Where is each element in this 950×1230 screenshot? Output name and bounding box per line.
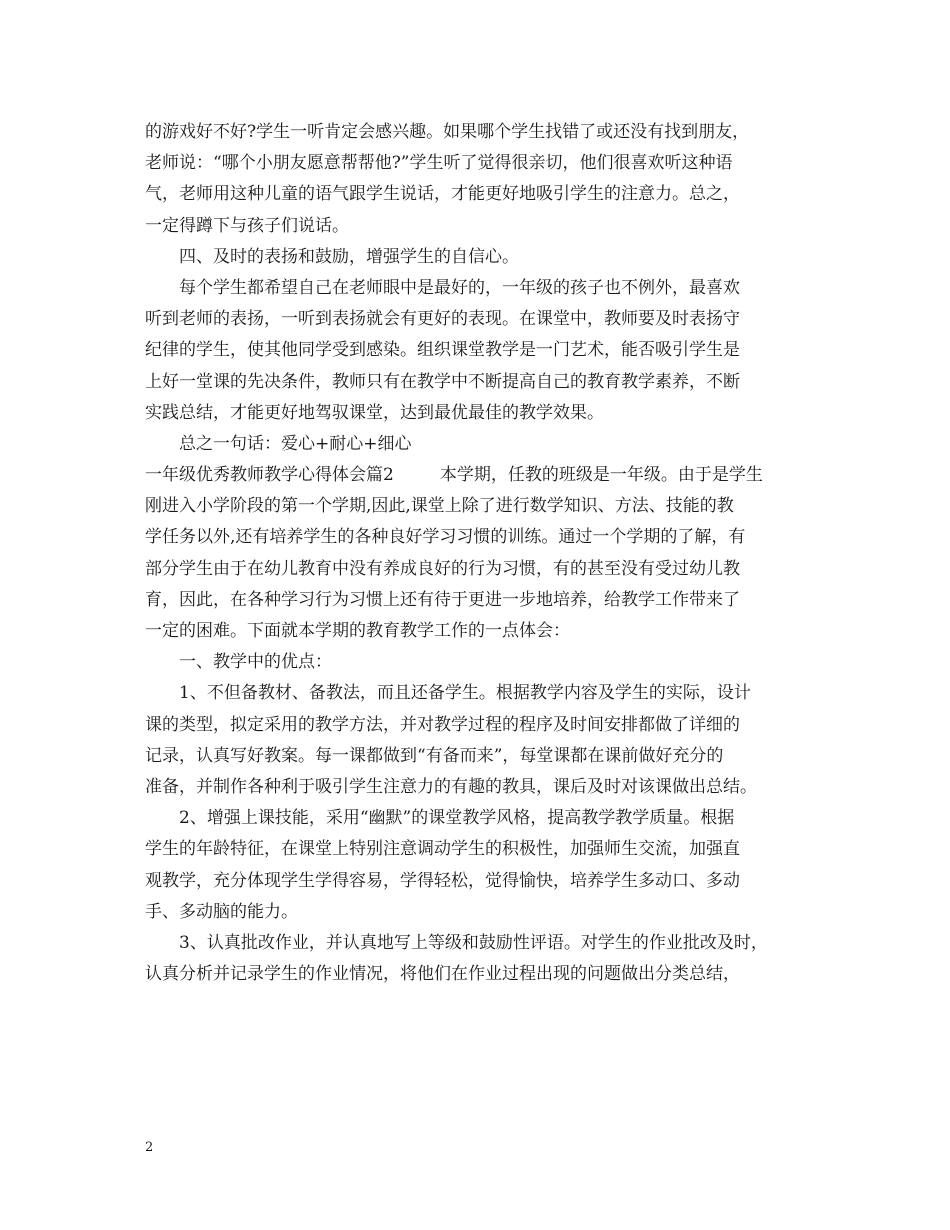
text-line-15: 部分学生由于在幼儿教育中没有养成良好的行为习惯，有的甚至没有受过幼儿教 (145, 558, 740, 579)
article-title: 一年级优秀教师教学心得体会篇2 (145, 465, 394, 486)
text-line-26: 手、多动脑的能力。 (145, 901, 298, 922)
text-line-14: 学任务以外,还有培养学生的各种良好学习习惯的训练。通过一个学期的了解，有 (145, 527, 746, 548)
text-line-23: 2、增强上课技能，采用“幽默”的课堂教学风格，提高教学教学质量。根据 (179, 808, 735, 829)
text-line-7: 听到老师的表扬，一听到表扬就会有更好的表现。在课堂中，教师要及时表扬守 (145, 309, 740, 330)
text-line-4: 一定得蹲下与孩子们说话。 (145, 215, 349, 236)
text-line-27: 3、认真批改作业，并认真地写上等级和鼓励性评语。对学生的作业批改及时， (179, 932, 768, 953)
text-line-24: 学生的年龄特征，在课堂上特别注意调动学生的积极性，加强师生交流，加强直 (145, 839, 740, 860)
article-intro: 本学期，任教的班级是一年级。由于是学生 (439, 465, 763, 486)
section-heading-4: 四、及时的表扬和鼓励，增强学生的自信心。 (179, 246, 519, 267)
text-line-17: 一定的困难。下面就本学期的教育教学工作的一点体会： (145, 621, 570, 641)
summary-line: 总之一句话：爱心+耐心+细心 (179, 433, 412, 454)
document-body (145, 117, 815, 990)
text-line-2: 老师说：“哪个小朋友愿意帮帮他?”学生听了觉得很亲切，他们很喜欢听这种语 (145, 153, 733, 174)
text-line-19: 1、不但备教材、备教法，而且还备学生。根据教学内容及学生的实际，设计 (179, 683, 751, 704)
section-heading-1: 一、教学中的优点： (179, 652, 332, 673)
text-line-1: 的游戏好不好?学生一听肯定会感兴趣。如果哪个学生找错了或还没有找到朋友， (145, 122, 750, 142)
text-line-8: 纪律的学生，使其他同学受到感染。组织课堂教学是一门艺术，能否吸引学生是 (145, 340, 740, 361)
text-line-16: 育，因此，在各种学习行为习惯上还有待于更进一步地培养，给教学工作带来了 (145, 589, 740, 610)
text-line-10: 实践总结，才能更好地驾驭课堂，达到最优最佳的教学效果。 (145, 402, 604, 423)
article-heading-line (145, 460, 815, 491)
text-line-28: 认真分析并记录学生的作业情况，将他们在作业过程出现的问题做出分类总结， (145, 964, 740, 985)
text-line-6: 每个学生都希望自己在老师眼中是最好的，一年级的孩子也不例外，最喜欢 (179, 277, 740, 298)
text-line-21: 记录，认真写好教案。每一课都做到“有备而来”，每堂课都在课前做好充分的 (145, 745, 724, 766)
text-line-20: 课的类型，拟定采用的教学方法，并对教学过程的程序及时间安排都做了详细的 (145, 714, 740, 735)
text-line-22: 准备，并制作各种利于吸引学生注意力的有趣的教具，课后及时对该课做出总结。 (145, 776, 757, 797)
text-line-9: 上好一堂课的先决条件，教师只有在教学中不断提高自己的教育教学素养，不断 (145, 371, 740, 392)
text-line-25: 观教学，充分体现学生学得容易，学得轻松，觉得愉快，培养学生多动口、多动 (145, 870, 740, 891)
text-line-13: 刚进入小学阶段的第一个学期,因此,课堂上除了进行数学知识、方法、技能的教 (145, 496, 734, 517)
page-number: 2 (145, 1140, 154, 1155)
text-line-3: 气，老师用这种儿童的语气跟学生说话，才能更好地吸引学生的注意力。总之， (145, 184, 740, 205)
